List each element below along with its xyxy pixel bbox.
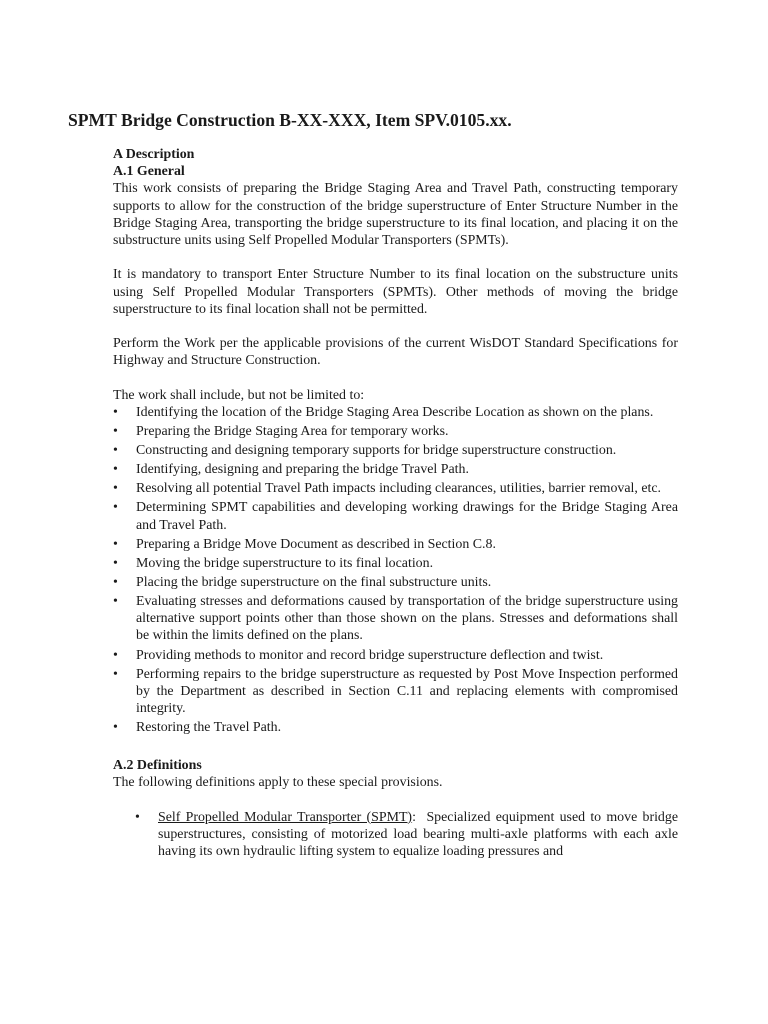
paragraph-work-scope: This work consists of preparing the Bridge Staging Area and Travel Path, constructing temporary supports to allow for the construction of the bridge superstructure of Enter Structure Number in the Bridge Staging Area, transporting the bridge superstructure to its final location, and placing it on the substructure units using Self Propelled Modular Transporters (SPMTs). — [113, 181, 678, 249]
list-item — [113, 461, 678, 478]
bullet-icon: • — [113, 574, 118, 590]
bullet-icon: • — [135, 809, 140, 825]
bullet-icon: • — [113, 720, 118, 736]
list-item-text: Preparing a Bridge Move Document as described in Section C.8. — [136, 536, 496, 552]
document-body — [113, 146, 678, 860]
paragraph-work-includes: The work shall include, but not be limited to: — [113, 387, 365, 403]
subsection-heading-general: A.1 General — [113, 164, 185, 180]
bullet-icon: • — [113, 555, 118, 571]
list-item — [113, 593, 678, 645]
bullet-icon: • — [113, 405, 118, 420]
paragraph-spmt-mandatory: It is mandatory to transport Enter Structure Number to its final location on the substructure units using Self Propelled Modular Transporters (SPMTs). Other methods of moving the bridge superstructure to its final location shall not be permitted. — [113, 267, 678, 317]
list-item-text: Moving the bridge superstructure to its final location. — [136, 555, 434, 571]
list-item — [113, 647, 678, 664]
bullet-icon: • — [113, 424, 118, 440]
list-item-text: Evaluating stresses and deformations caused by transportation of the bridge superstructure using alternative support points other than those shown on the plans. Stresses and deformations shall be within the limits defined on the plans. — [136, 594, 678, 644]
section-heading-description: A Description — [113, 147, 195, 162]
list-item — [113, 719, 678, 736]
list-item — [113, 536, 678, 553]
list-item — [113, 499, 678, 533]
bullet-icon: • — [113, 594, 118, 610]
bullet-icon: • — [113, 443, 118, 459]
list-item-text: Preparing the Bridge Staging Area for temporary works. — [136, 424, 449, 440]
document-title: SPMT Bridge Construction B-XX-XXX, Item SPV.0105.xx. — [68, 110, 512, 130]
list-item — [113, 555, 678, 572]
bullet-icon: • — [113, 666, 118, 682]
definitions-list — [113, 809, 678, 861]
definition-separator: : — [412, 809, 416, 825]
paragraph-standard-specs: Perform the Work per the applicable provisions of the current WisDOT Standard Specifications for Highway and Structure Construction. — [113, 336, 678, 369]
list-item — [113, 442, 678, 459]
list-item-text: Resolving all potential Travel Path impacts including clearances, utilities, barrier removal, etc. — [136, 481, 662, 497]
bullet-icon: • — [113, 500, 118, 516]
bullet-icon: • — [113, 647, 118, 663]
list-item-text: Performing repairs to the bridge superstructure as requested by Post Move Inspection performed by the Department as described in Section C.11 and replacing elements with compromised integrity. — [136, 666, 678, 717]
definition-term: Self Propelled Modular Transporter (SPMT) — [158, 809, 413, 825]
bullet-icon: • — [113, 536, 118, 552]
list-item-text: Placing the bridge superstructure on the final substructure units. — [136, 574, 492, 590]
bullet-icon: • — [113, 481, 118, 497]
list-item-text: Identifying the location of the Bridge Staging Area Describe Location as shown on the plans. — [136, 405, 654, 420]
definition-text: Specialized equipment used to move bridge superstructures, consisting of motorized load bearing multi-axle platforms with each axle having its own hydraulic lifting system to equalize loading pressures and — [158, 809, 678, 860]
list-item — [113, 480, 678, 497]
list-item — [113, 666, 678, 718]
subsection-heading-definitions: A.2 Definitions — [113, 758, 202, 774]
work-items-list — [113, 404, 678, 736]
definition-item — [113, 809, 678, 861]
list-item-text: Determining SPMT capabilities and developing working drawings for the Bridge Staging Area and Travel Path. — [136, 500, 678, 533]
list-item-text: Restoring the Travel Path. — [136, 720, 282, 736]
bullet-icon: • — [113, 462, 118, 478]
paragraph-definitions-intro: The following definitions apply to these special provisions. — [113, 775, 443, 791]
list-item — [113, 574, 678, 591]
list-item-text: Identifying, designing and preparing the bridge Travel Path. — [136, 462, 469, 478]
list-item — [113, 404, 678, 421]
list-item — [113, 423, 678, 440]
list-item-text: Constructing and designing temporary supports for bridge superstructure construction. — [136, 443, 617, 459]
list-item-text: Providing methods to monitor and record bridge superstructure deflection and twist. — [136, 647, 604, 663]
